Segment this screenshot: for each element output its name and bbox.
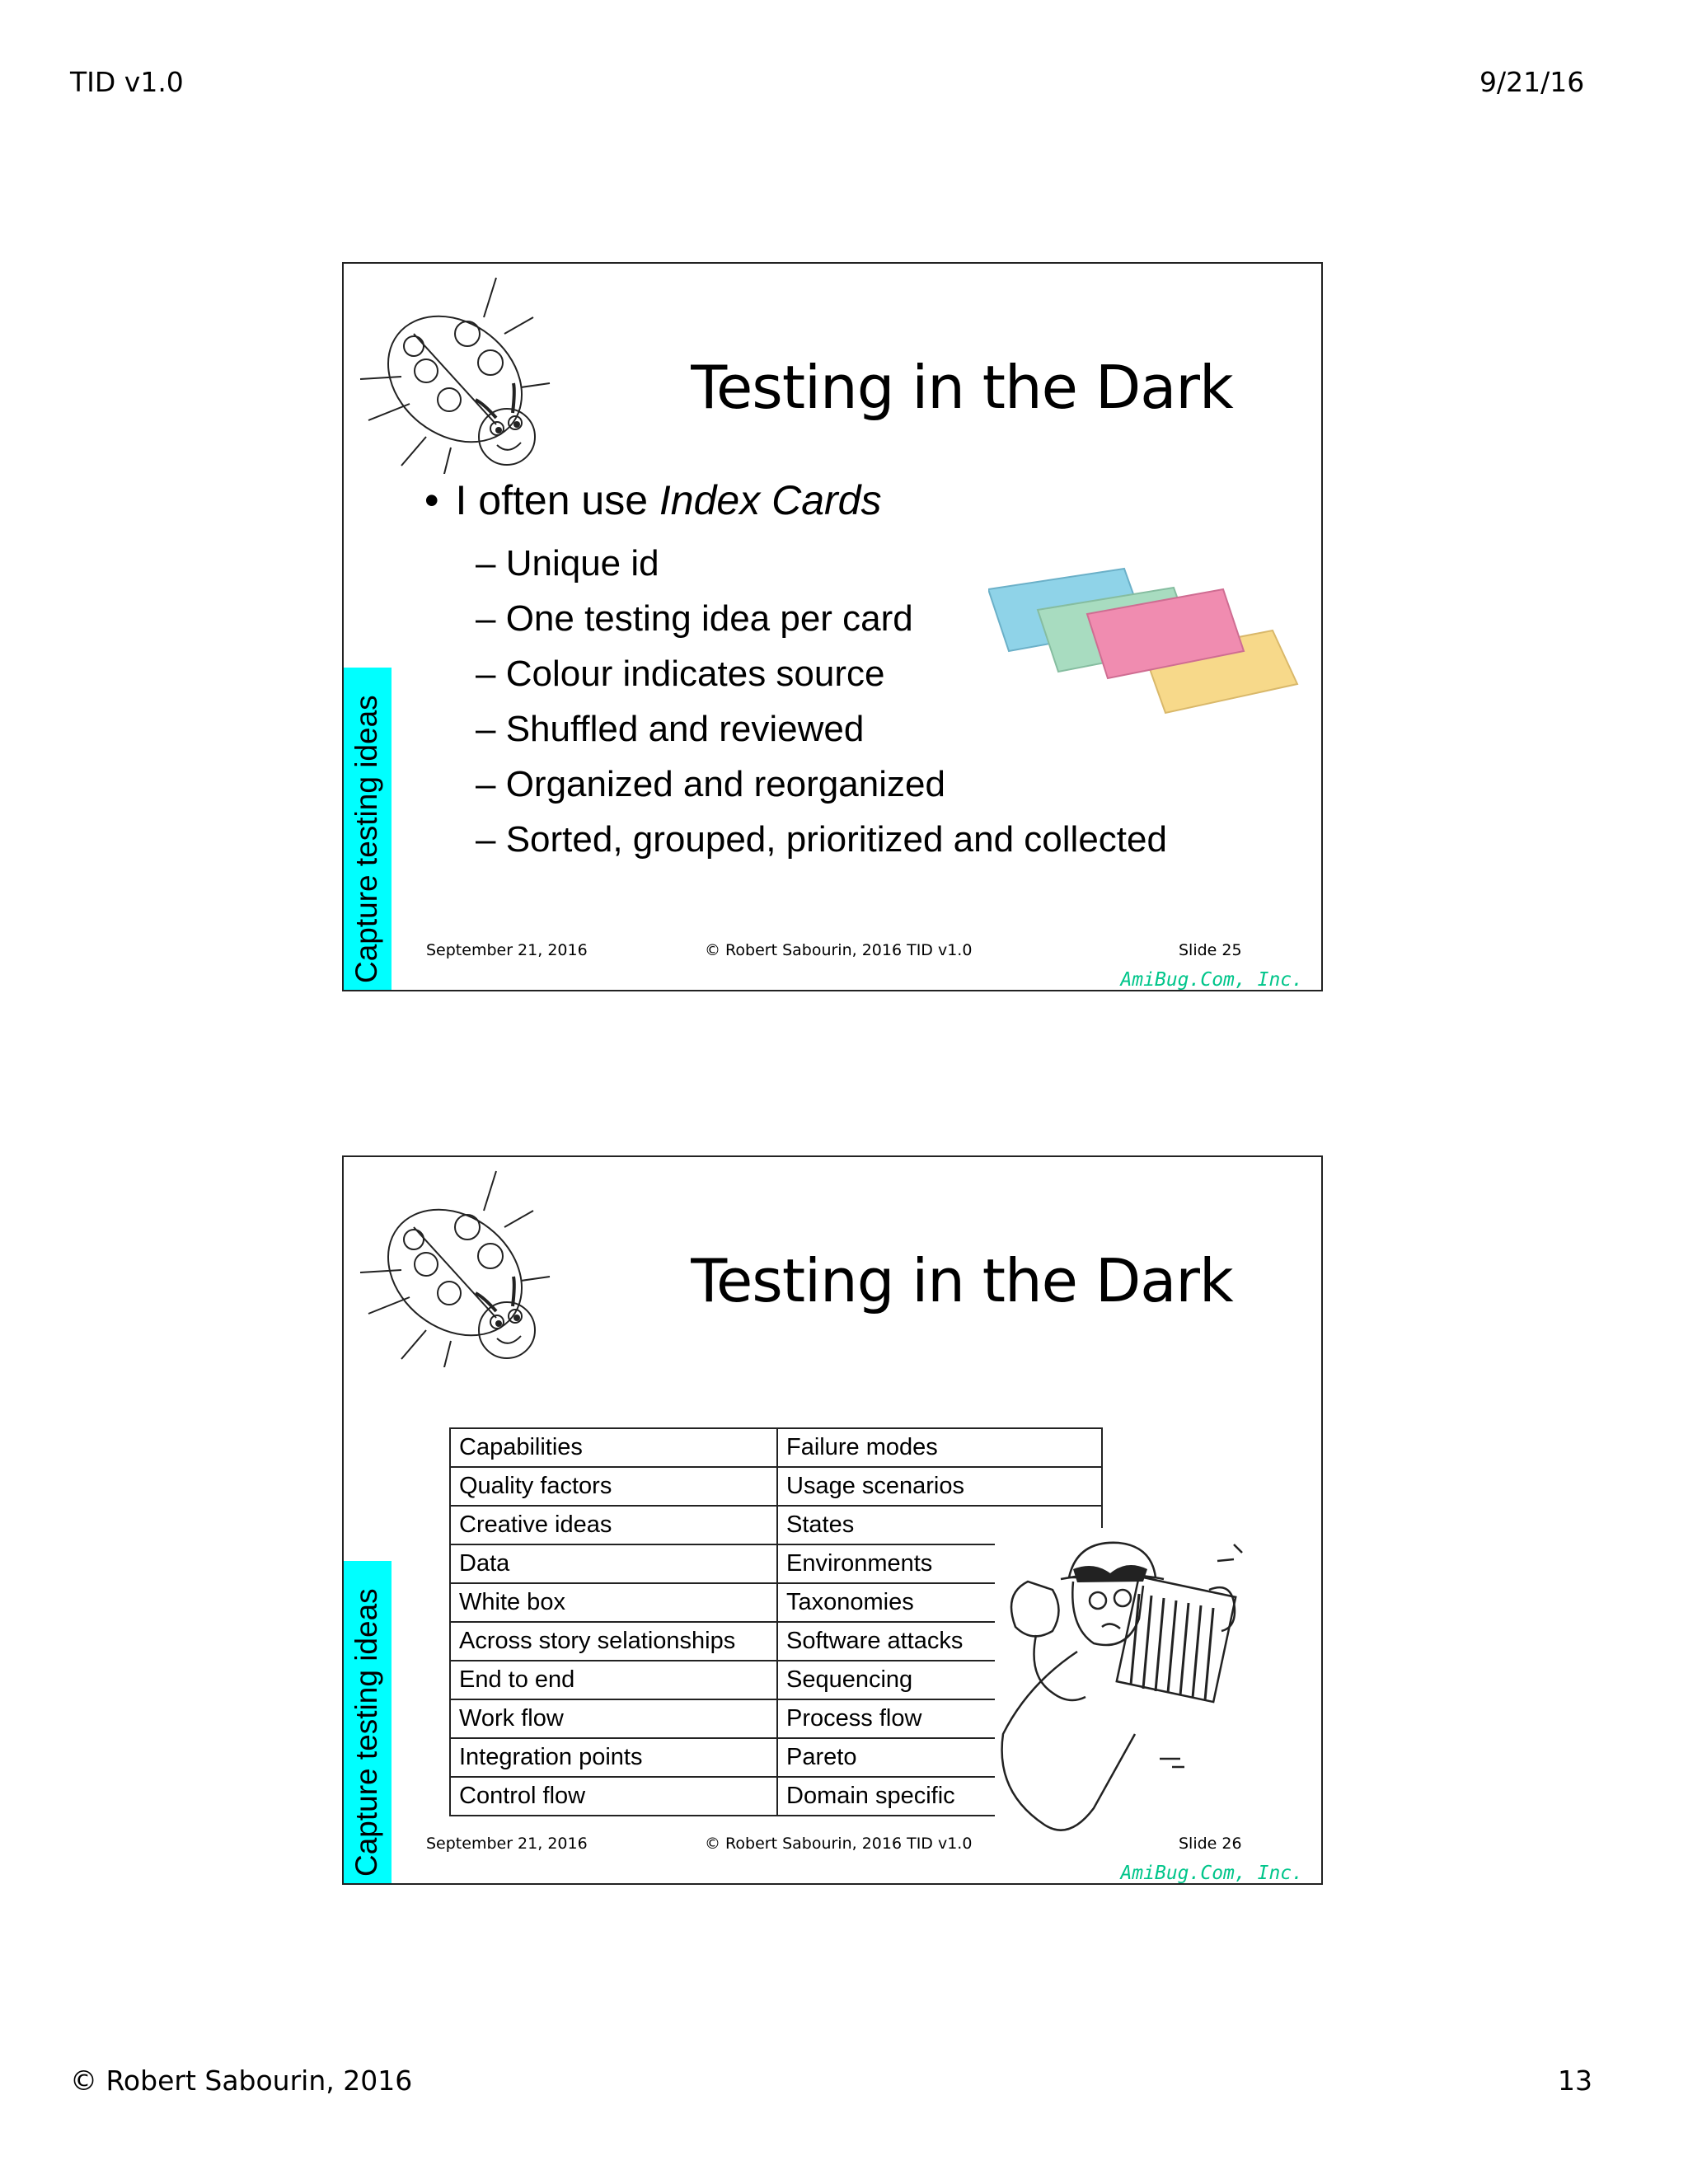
slide-number: Slide 25 bbox=[1179, 941, 1242, 959]
table-cell: Software attacks bbox=[777, 1622, 1102, 1661]
table-cell: States bbox=[777, 1506, 1102, 1544]
table-row bbox=[450, 1467, 1102, 1506]
table-cell: Capabilities bbox=[450, 1428, 777, 1467]
ladybug-icon bbox=[352, 1161, 574, 1367]
side-label: Capture testing ideas bbox=[349, 1588, 383, 1877]
brand-logo: AmiBug.Com, Inc. bbox=[1120, 1863, 1303, 1884]
table-cell: Quality factors bbox=[450, 1467, 777, 1506]
slide-title: Testing in the Dark bbox=[691, 353, 1233, 422]
list-item: – Unique id bbox=[476, 543, 659, 583]
table-cell: Creative ideas bbox=[450, 1506, 777, 1544]
slide-footer-copyright: © Robert Sabourin, 2016 TID v1.0 bbox=[705, 941, 973, 959]
slide-footer-date: September 21, 2016 bbox=[426, 941, 588, 959]
table-cell: Domain specific bbox=[777, 1777, 1102, 1816]
table-cell: Control flow bbox=[450, 1777, 777, 1816]
table-cell: Across story selationships bbox=[450, 1622, 777, 1661]
slide-25 bbox=[342, 262, 1323, 991]
index-cards-image bbox=[988, 548, 1310, 733]
table-row bbox=[450, 1428, 1102, 1467]
list-item: – Organized and reorganized bbox=[476, 764, 945, 804]
table-cell: End to end bbox=[450, 1661, 777, 1699]
slide-26 bbox=[342, 1155, 1323, 1885]
table-cell: Data bbox=[450, 1544, 777, 1583]
page-footer-copyright: © Robert Sabourin, 2016 bbox=[70, 2064, 413, 2097]
ladybug-icon bbox=[352, 268, 574, 474]
brand-logo: AmiBug.Com, Inc. bbox=[1120, 969, 1303, 991]
table-cell: Sequencing bbox=[777, 1661, 1102, 1699]
worker-cartoon-icon bbox=[995, 1528, 1267, 1858]
table-cell: Failure modes bbox=[777, 1428, 1102, 1467]
table-cell: Integration points bbox=[450, 1738, 777, 1777]
table-cell: White box bbox=[450, 1583, 777, 1622]
bullet-index-cards bbox=[424, 476, 882, 524]
table-cell: Work flow bbox=[450, 1699, 777, 1738]
slide-footer-date: September 21, 2016 bbox=[426, 1835, 588, 1853]
table-cell: Taxonomies bbox=[777, 1583, 1102, 1622]
slide-number: Slide 26 bbox=[1179, 1835, 1242, 1853]
table-cell: Environments bbox=[777, 1544, 1102, 1583]
list-item: – Sorted, grouped, prioritized and collected bbox=[476, 819, 1167, 860]
slide-footer-copyright: © Robert Sabourin, 2016 TID v1.0 bbox=[705, 1835, 973, 1853]
list-item: – Colour indicates source bbox=[476, 654, 885, 694]
list-item: – One testing idea per card bbox=[476, 598, 913, 639]
bullet-emphasis: Index Cards bbox=[659, 477, 882, 523]
table-cell: Usage scenarios bbox=[777, 1467, 1102, 1506]
side-band bbox=[344, 668, 392, 990]
slide-title: Testing in the Dark bbox=[691, 1246, 1233, 1315]
page-header-date: 9/21/16 bbox=[1479, 66, 1585, 98]
table-cell: Pareto bbox=[777, 1738, 1102, 1777]
page-number: 13 bbox=[1558, 2064, 1592, 2097]
page-header-left: TID v1.0 bbox=[70, 66, 184, 98]
list-item: – Shuffled and reviewed bbox=[476, 709, 865, 749]
side-label: Capture testing ideas bbox=[349, 695, 383, 983]
side-band bbox=[344, 1561, 392, 1883]
bullet-text: I often use bbox=[455, 477, 659, 523]
bullet-dot-icon: • bbox=[424, 477, 439, 523]
table-cell: Process flow bbox=[777, 1699, 1102, 1738]
